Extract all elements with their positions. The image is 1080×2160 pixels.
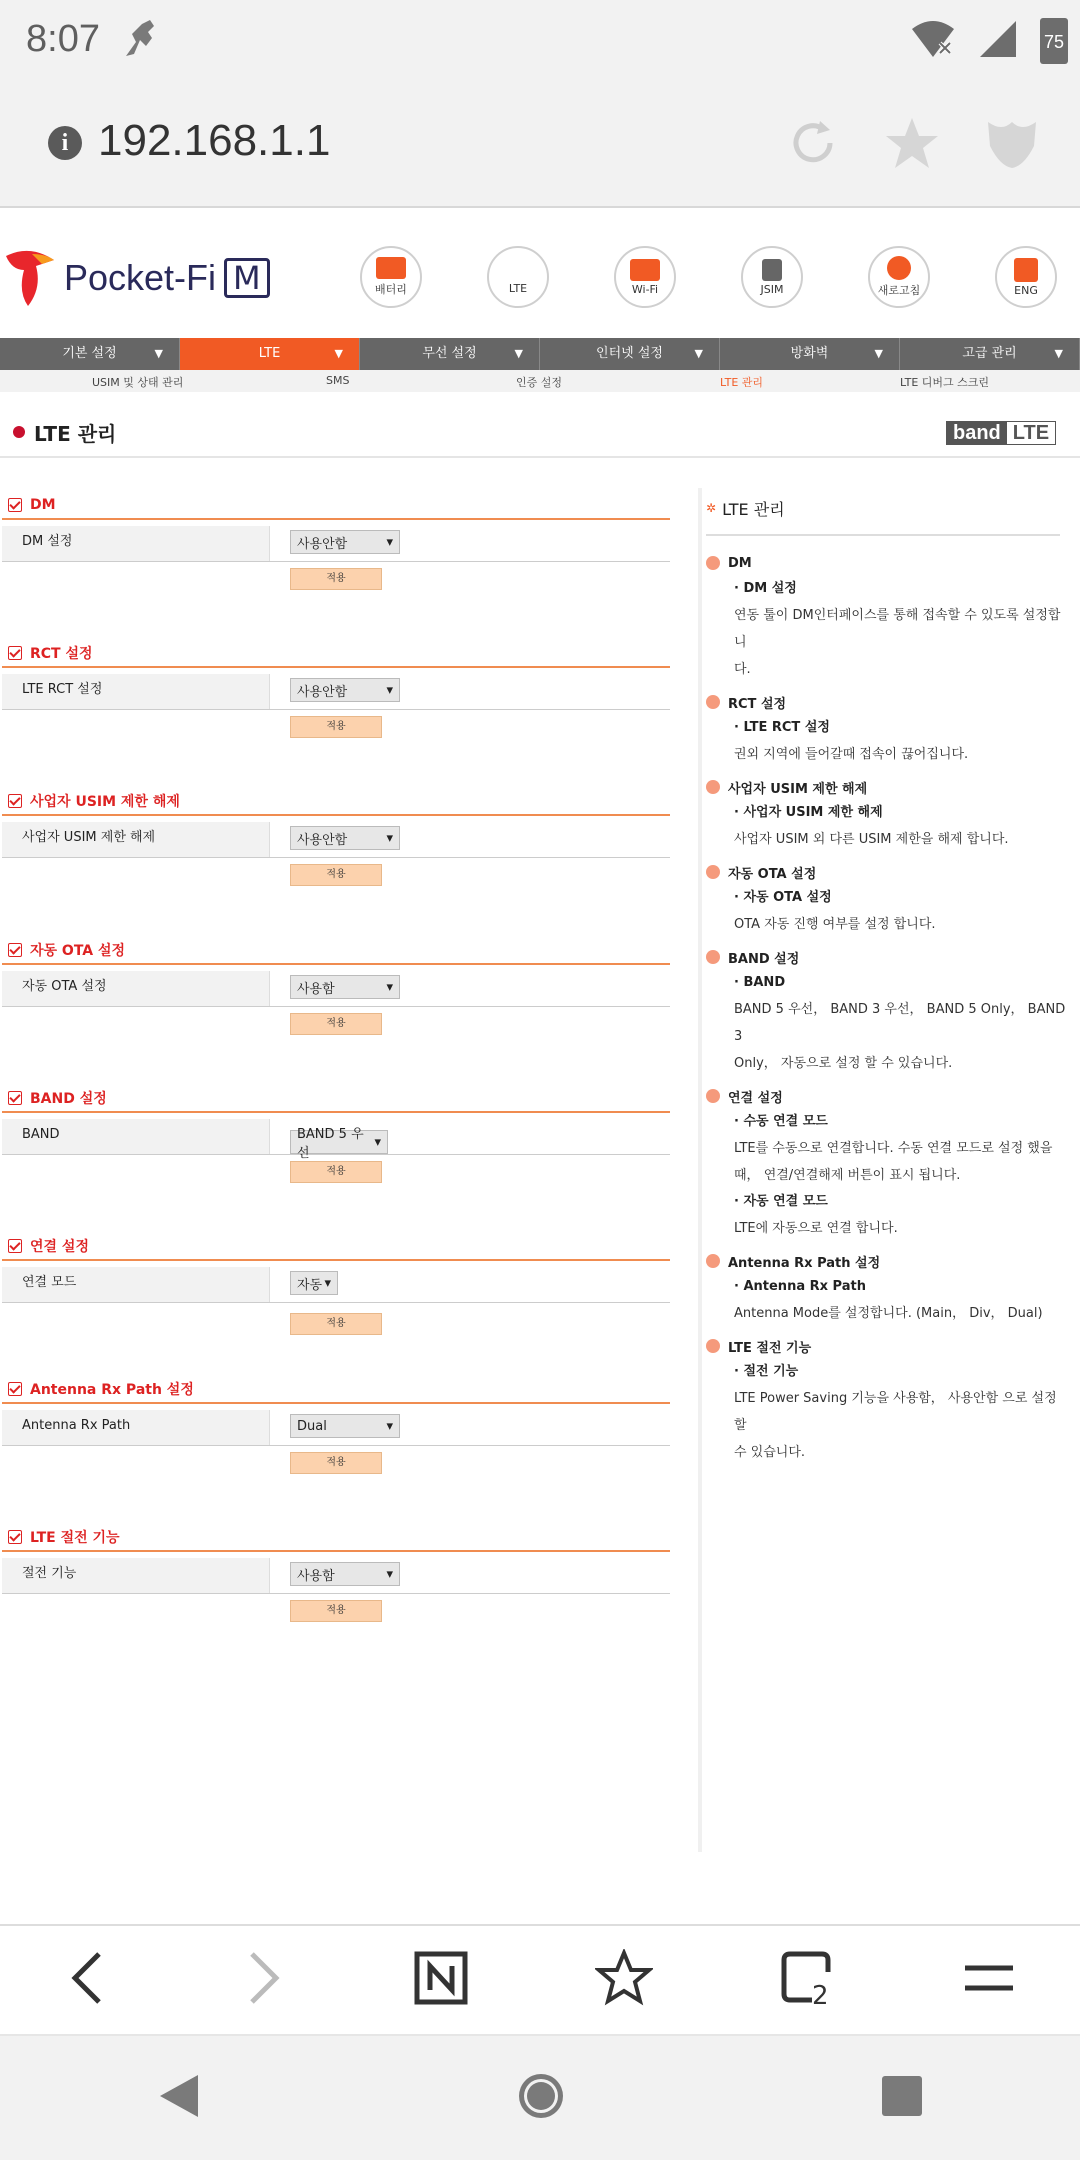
nav-advanced[interactable] [900, 338, 1080, 370]
refresh-icon[interactable] [786, 116, 840, 174]
connection-mode-select[interactable] [290, 1271, 338, 1295]
help-entry-ota [706, 859, 1066, 938]
system-recents-icon[interactable] [880, 2074, 924, 2122]
row-label: DM 설정 [2, 526, 270, 561]
select-value: 사용함 [297, 981, 335, 997]
help-head: RCT 설정 [728, 696, 787, 712]
info-icon[interactable]: i [48, 126, 82, 160]
select-arrow-icon: ▾ [324, 1275, 331, 1291]
dropdown-arrow-icon: ▼ [154, 347, 163, 360]
webpage [0, 208, 1080, 1924]
help-sub: · DM 설정 [734, 581, 797, 596]
row-label: 연결 모드 [2, 1267, 270, 1302]
row-label: LTE RCT 설정 [2, 674, 270, 709]
help-entry-power [706, 1333, 1066, 1466]
bookmark-star-icon[interactable] [884, 116, 940, 174]
select-value: 사용안함 [297, 832, 348, 848]
select-arrow-icon: ▾ [386, 534, 393, 550]
checkbox-icon [8, 1382, 22, 1396]
checkbox-icon [8, 646, 22, 660]
browser-url-bar [0, 80, 1080, 208]
help-entry-usim [706, 774, 1066, 853]
help-entry-rct [706, 689, 1066, 768]
system-home-icon[interactable] [515, 2070, 567, 2126]
help-entry-connection [706, 1083, 1066, 1242]
section-dm [2, 496, 670, 590]
battery-button[interactable] [360, 246, 422, 308]
bullet-icon [706, 950, 720, 964]
help-entry-antenna [706, 1248, 1066, 1327]
main-nav [0, 338, 1080, 370]
select-value: 사용함 [297, 1568, 335, 1584]
naver-home-icon[interactable] [413, 1950, 469, 2010]
section-power-saving [2, 1528, 670, 1622]
subnav-auth[interactable]: 인증 설정 [516, 376, 563, 389]
rct-select[interactable] [290, 678, 400, 702]
help-head: 사업자 USIM 제한 해제 [728, 781, 868, 797]
wifi-button[interactable] [614, 246, 676, 308]
bullet-icon [706, 695, 720, 709]
nav-wireless-settings[interactable] [360, 338, 540, 370]
subnav-sms[interactable]: SMS [326, 374, 350, 387]
help-desc: 사업자 USIM 외 다른 USIM 제한을 해제 합니다. [734, 832, 1009, 847]
back-icon[interactable] [63, 1948, 113, 2012]
row-label: Antenna Rx Path [2, 1410, 270, 1445]
dropdown-arrow-icon: ▼ [334, 347, 343, 360]
lte-button[interactable] [487, 246, 549, 308]
nav-label: 기본 설정 [62, 346, 117, 361]
help-title: LTE 관리 [722, 499, 785, 519]
apply-button[interactable]: 적용 [290, 1313, 382, 1335]
row-label: 사업자 USIM 제한 해제 [2, 822, 270, 857]
help-desc: BAND 5 우선， BAND 3 우선， BAND 5 Only， BAND 3 [734, 1002, 1066, 1044]
help-head: Antenna Rx Path 설정 [728, 1255, 881, 1271]
apply-button[interactable]: 적용 [290, 568, 382, 590]
column-divider [698, 488, 702, 1852]
select-value: Dual [297, 1418, 327, 1434]
battery-icon [1040, 18, 1068, 64]
row-label: 절전 기능 [2, 1558, 270, 1593]
refresh-glyph-icon [887, 256, 911, 280]
section-usim-unlock [2, 792, 670, 886]
lte-logo-part: LTE [1007, 422, 1055, 444]
help-panel [706, 488, 1066, 1472]
eng-button[interactable] [995, 246, 1057, 308]
section-title: DM [30, 497, 56, 513]
section-title: Antenna Rx Path 설정 [30, 1382, 194, 1398]
checkbox-icon [8, 498, 22, 512]
checkbox-icon [8, 1091, 22, 1105]
help-sub: · 자동 OTA 설정 [734, 890, 832, 905]
nav-lte[interactable] [180, 338, 360, 370]
band-select[interactable] [290, 1127, 388, 1161]
section-rct [2, 644, 670, 738]
dropdown-arrow-icon: ▼ [1054, 347, 1063, 360]
section-antenna [2, 1380, 670, 1474]
apply-button[interactable]: 적용 [290, 1452, 382, 1474]
help-sub: · 절전 기능 [734, 1364, 799, 1379]
browser-toolbar [0, 1924, 1080, 2034]
help-desc: 수 있습니다. [734, 1445, 806, 1460]
nav-label: 무선 설정 [422, 346, 477, 361]
checkbox-icon [8, 943, 22, 957]
help-divider [706, 534, 1060, 536]
select-value: 사용안함 [297, 536, 348, 552]
bullet-icon [706, 780, 720, 794]
subnav-lte-debug[interactable]: LTE 디버그 스크린 [900, 376, 990, 389]
help-desc: LTE에 자동으로 연결 합니다. [734, 1221, 898, 1236]
help-sub: · LTE RCT 설정 [734, 720, 830, 735]
url-text[interactable]: 192.168.1.1 [98, 116, 331, 165]
help-desc: 다. [734, 662, 751, 677]
page-header [0, 408, 1080, 458]
nav-internet-settings[interactable] [540, 338, 720, 370]
dropdown-arrow-icon: ▼ [514, 347, 523, 360]
row-label: 자동 OTA 설정 [2, 971, 270, 1006]
cell-signal-icon [978, 19, 1018, 63]
bullet-icon [706, 556, 720, 570]
help-entry-band [706, 944, 1066, 1077]
pocketfi-logo[interactable] [2, 248, 270, 308]
section-title: RCT 설정 [30, 646, 93, 662]
page-title: LTE 관리 [34, 422, 117, 446]
help-sub: · 사업자 USIM 제한 해제 [734, 805, 883, 820]
band-logo-part: band [947, 422, 1007, 444]
antenna-select[interactable] [290, 1414, 400, 1438]
system-back-icon[interactable] [156, 2071, 202, 2125]
status-bar [0, 0, 1080, 80]
section-title: LTE 절전 기능 [30, 1530, 120, 1546]
auto-ota-select[interactable] [290, 975, 400, 999]
logo-m: M [224, 258, 270, 298]
section-title: 자동 OTA 설정 [30, 943, 126, 959]
jsim-button[interactable] [741, 246, 803, 308]
battery-glyph-icon [376, 257, 406, 279]
help-desc: LTE를 수동으로 연결합니다. 수동 연결 모드로 설정 했을 [734, 1141, 1053, 1156]
usim-unlock-select[interactable] [290, 826, 400, 850]
logo-mark-icon [2, 248, 58, 308]
subnav-usim[interactable]: USIM 및 상태 관리 [92, 376, 184, 389]
help-desc: 연동 툴이 DM인터페이스를 통해 접속할 수 있도록 설정합니 [734, 608, 1061, 650]
help-head: DM [728, 555, 752, 571]
section-auto-ota [2, 941, 670, 1035]
bookmarks-star-icon[interactable] [595, 1949, 653, 2011]
language-icon [1014, 258, 1038, 282]
help-bullet-icon: ✲ [706, 501, 717, 515]
select-arrow-icon: ▾ [386, 1566, 393, 1582]
nav-basic-settings[interactable] [0, 338, 180, 370]
help-head: 자동 OTA 설정 [728, 866, 817, 882]
checkbox-icon [8, 1530, 22, 1544]
wifi-off-icon [910, 19, 956, 63]
apply-button[interactable]: 적용 [290, 864, 382, 886]
forward-icon[interactable] [238, 1948, 288, 2012]
battery-level: 75 [1043, 32, 1065, 52]
svg-text:2: 2 [811, 1981, 829, 2008]
help-sub: · BAND [734, 975, 786, 990]
bullet-icon [706, 1254, 720, 1268]
section-connection [2, 1237, 670, 1335]
top-icon-bar [360, 246, 1057, 308]
status-time: 8:07 [26, 18, 100, 60]
row-label: BAND [2, 1119, 270, 1154]
bullet-icon [706, 865, 720, 879]
eng-label: ENG [1014, 283, 1038, 297]
title-bullet-icon [13, 426, 25, 438]
menu-icon[interactable] [961, 1958, 1017, 2002]
sub-nav [0, 370, 1080, 392]
refresh-button[interactable] [868, 246, 930, 308]
help-desc: LTE Power Saving 기능을 사용함， 사용안함 으로 설정 할 [734, 1391, 1057, 1433]
apply-button[interactable]: 적용 [290, 1600, 382, 1622]
apply-button[interactable]: 적용 [290, 716, 382, 738]
section-title: 연결 설정 [30, 1239, 89, 1255]
dropdown-arrow-icon: ▼ [694, 347, 703, 360]
sim-icon [762, 259, 782, 281]
help-desc: Antenna Mode를 설정합니다. (Main， Div， Dual) [734, 1306, 1043, 1321]
help-head: 연결 설정 [728, 1090, 783, 1106]
help-desc: 권외 지역에 들어갈때 접속이 끊어집니다. [734, 747, 969, 762]
help-desc: 때， 연결/연결해제 버튼이 표시 됩니다. [734, 1168, 961, 1183]
select-arrow-icon: ▾ [386, 682, 393, 698]
help-sub: · 자동 연결 모드 [734, 1194, 828, 1209]
select-arrow-icon: ▾ [386, 979, 393, 995]
wifi-label: Wi-Fi [631, 282, 659, 296]
nav-firewall[interactable] [720, 338, 900, 370]
checkbox-icon [8, 794, 22, 808]
section-title: BAND 설정 [30, 1091, 107, 1107]
select-value: 사용안함 [297, 684, 348, 700]
nav-label: LTE [258, 346, 281, 361]
select-arrow-icon: ▾ [374, 1134, 381, 1150]
help-sub: · 수동 연결 모드 [734, 1114, 828, 1129]
select-value: BAND 5 우선 [297, 1127, 364, 1161]
bullet-icon [706, 1339, 720, 1353]
subnav-lte-manage[interactable]: LTE 관리 [720, 376, 764, 389]
apply-button[interactable]: 적용 [290, 1161, 382, 1183]
power-saving-select[interactable] [290, 1562, 400, 1586]
select-arrow-icon: ▾ [386, 830, 393, 846]
app-notification-icon [120, 16, 160, 64]
section-band [2, 1089, 670, 1183]
nav-label: 고급 관리 [962, 346, 1017, 361]
users-icon [630, 259, 660, 281]
help-head: LTE 절전 기능 [728, 1340, 812, 1356]
help-sub: · Antenna Rx Path [734, 1279, 866, 1294]
shield-icon[interactable] [984, 116, 1040, 174]
help-desc: OTA 자동 진행 여부를 설정 합니다. [734, 917, 936, 932]
bullet-icon [706, 1089, 720, 1103]
tabs-icon[interactable] [778, 1948, 836, 2012]
checkbox-icon [8, 1239, 22, 1253]
select-arrow-icon: ▾ [386, 1418, 393, 1434]
apply-button[interactable]: 적용 [290, 1013, 382, 1035]
section-title: 사업자 USIM 제한 해제 [30, 794, 180, 810]
help-entry-dm [706, 550, 1066, 683]
band-lte-logo [946, 421, 1056, 445]
nav-label: 인터넷 설정 [596, 346, 663, 361]
logo-text: Pocket-Fi [64, 257, 217, 298]
battery-label: 배터리 [375, 283, 407, 296]
dm-select[interactable] [290, 530, 400, 554]
system-nav-bar [0, 2034, 1080, 2160]
jsim-label: JSIM [760, 282, 784, 296]
help-desc: Only， 자동으로 설정 할 수 있습니다. [734, 1056, 953, 1071]
nav-label: 방화벽 [790, 346, 829, 361]
refresh-label: 새로고침 [877, 284, 921, 297]
dropdown-arrow-icon: ▼ [874, 347, 883, 360]
help-head: BAND 설정 [728, 951, 800, 967]
lte-label: LTE [508, 281, 528, 295]
select-value: 자동 [297, 1277, 323, 1293]
